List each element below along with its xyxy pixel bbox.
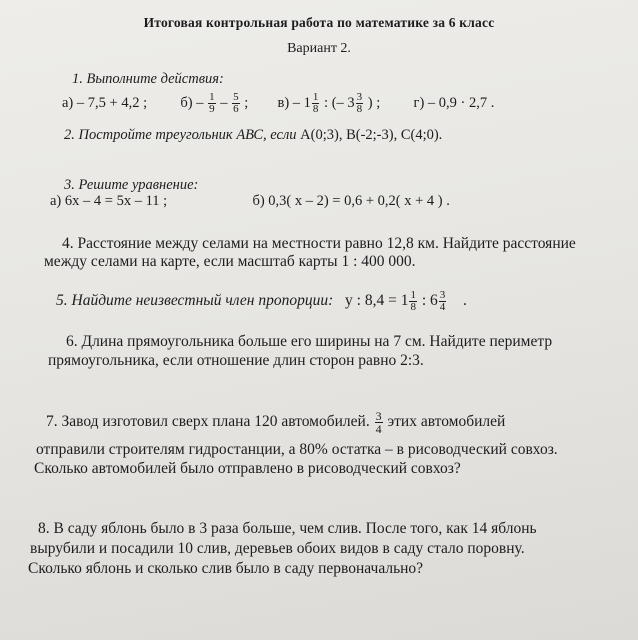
task3-a: а) 6х – 4 = 5х – 11 ; — [50, 193, 168, 209]
task1-heading: 1. Выполните действия: — [72, 71, 224, 87]
task7-line3: Сколько автомобилей было отправлено в рисоводческий совхоз? — [34, 460, 461, 477]
task5-heading: 5. Найдите неизвестный член пропорции: — [56, 292, 334, 310]
task3-b: б) 0,3( х – 2) = 0,6 + 0,2( х + 4 ) . — [252, 193, 450, 209]
task1-b: б) – $\frac{1}{9}$ – $\frac{5}{6}$ ; — [180, 91, 249, 115]
task3-row — [50, 192, 450, 210]
page-title: Итоговая контрольная работа по математике за 6 класс — [143, 15, 495, 30]
fraction: $\frac{3}{4}$ — [439, 289, 446, 313]
task1-a: а) – 7,5 + 4,2 ; — [62, 94, 148, 111]
task8-line1: 8. В саду яблонь было в 3 раза больше, чем слив. После того, как 14 яблонь — [38, 520, 537, 537]
task7-line2: отправили строителям гидростанции, а 80% остатка – в рисоводческий совхоз. — [36, 441, 558, 458]
variant-label: Вариант 2. — [287, 41, 351, 56]
fraction: $\frac{3}{4}$ — [375, 409, 382, 436]
task2 — [64, 126, 442, 144]
task1-g: г) – 0,9 · 2,7 . — [413, 94, 495, 111]
task8-line3: Сколько яблонь и сколько слив было в саду первоначально? — [28, 560, 424, 577]
fraction: $\frac{3}{8}$ — [356, 91, 363, 115]
task4-line2: между селами на карте, если масштаб карты 1 : 400 000. — [44, 253, 416, 270]
fraction: $\frac{5}{6}$ — [233, 91, 239, 115]
task5: 5. Найдите неизвестный член пропорции: у : 8,4 = 1 $\frac{1}{8}$ : 6 $\frac{3}{4}$ . — [56, 289, 467, 313]
task7-line1: 7. Завод изготовил сверх плана 120 автомобилей. $\frac{3}{4}$ этих автомобилей — [46, 409, 506, 436]
task4-line1: 4. Расстояние между селами на местности равно 12,8 км. Найдите расстояние — [62, 235, 576, 252]
task6-line2: прямоугольника, если отношение длин сторон равно 2:3. — [48, 352, 424, 369]
task1-v: в) – 1 $\frac{1}{8}$ : (– 3 $\frac{3}{8}$ ) ; — [277, 91, 381, 115]
task1-row — [62, 92, 494, 115]
task3-heading: 3. Решите уравнение: — [64, 177, 199, 193]
fraction: $\frac{1}{8}$ — [312, 91, 319, 115]
task2-points: А(0;3), В(-2;-3), С(4;0). — [300, 127, 443, 143]
task8-line2: вырубили и посадили 10 слив, деревьев обоих видов в саду стало поровну. — [30, 540, 525, 557]
task2-heading: 2. Постройте треугольник АВС, если — [64, 127, 297, 143]
task6-line1: 6. Длина прямоугольника больше его ширины на 7 см. Найдите периметр — [66, 333, 553, 350]
fraction: $\frac{1}{8}$ — [410, 289, 416, 313]
fraction: $\frac{1}{9}$ — [209, 91, 215, 115]
